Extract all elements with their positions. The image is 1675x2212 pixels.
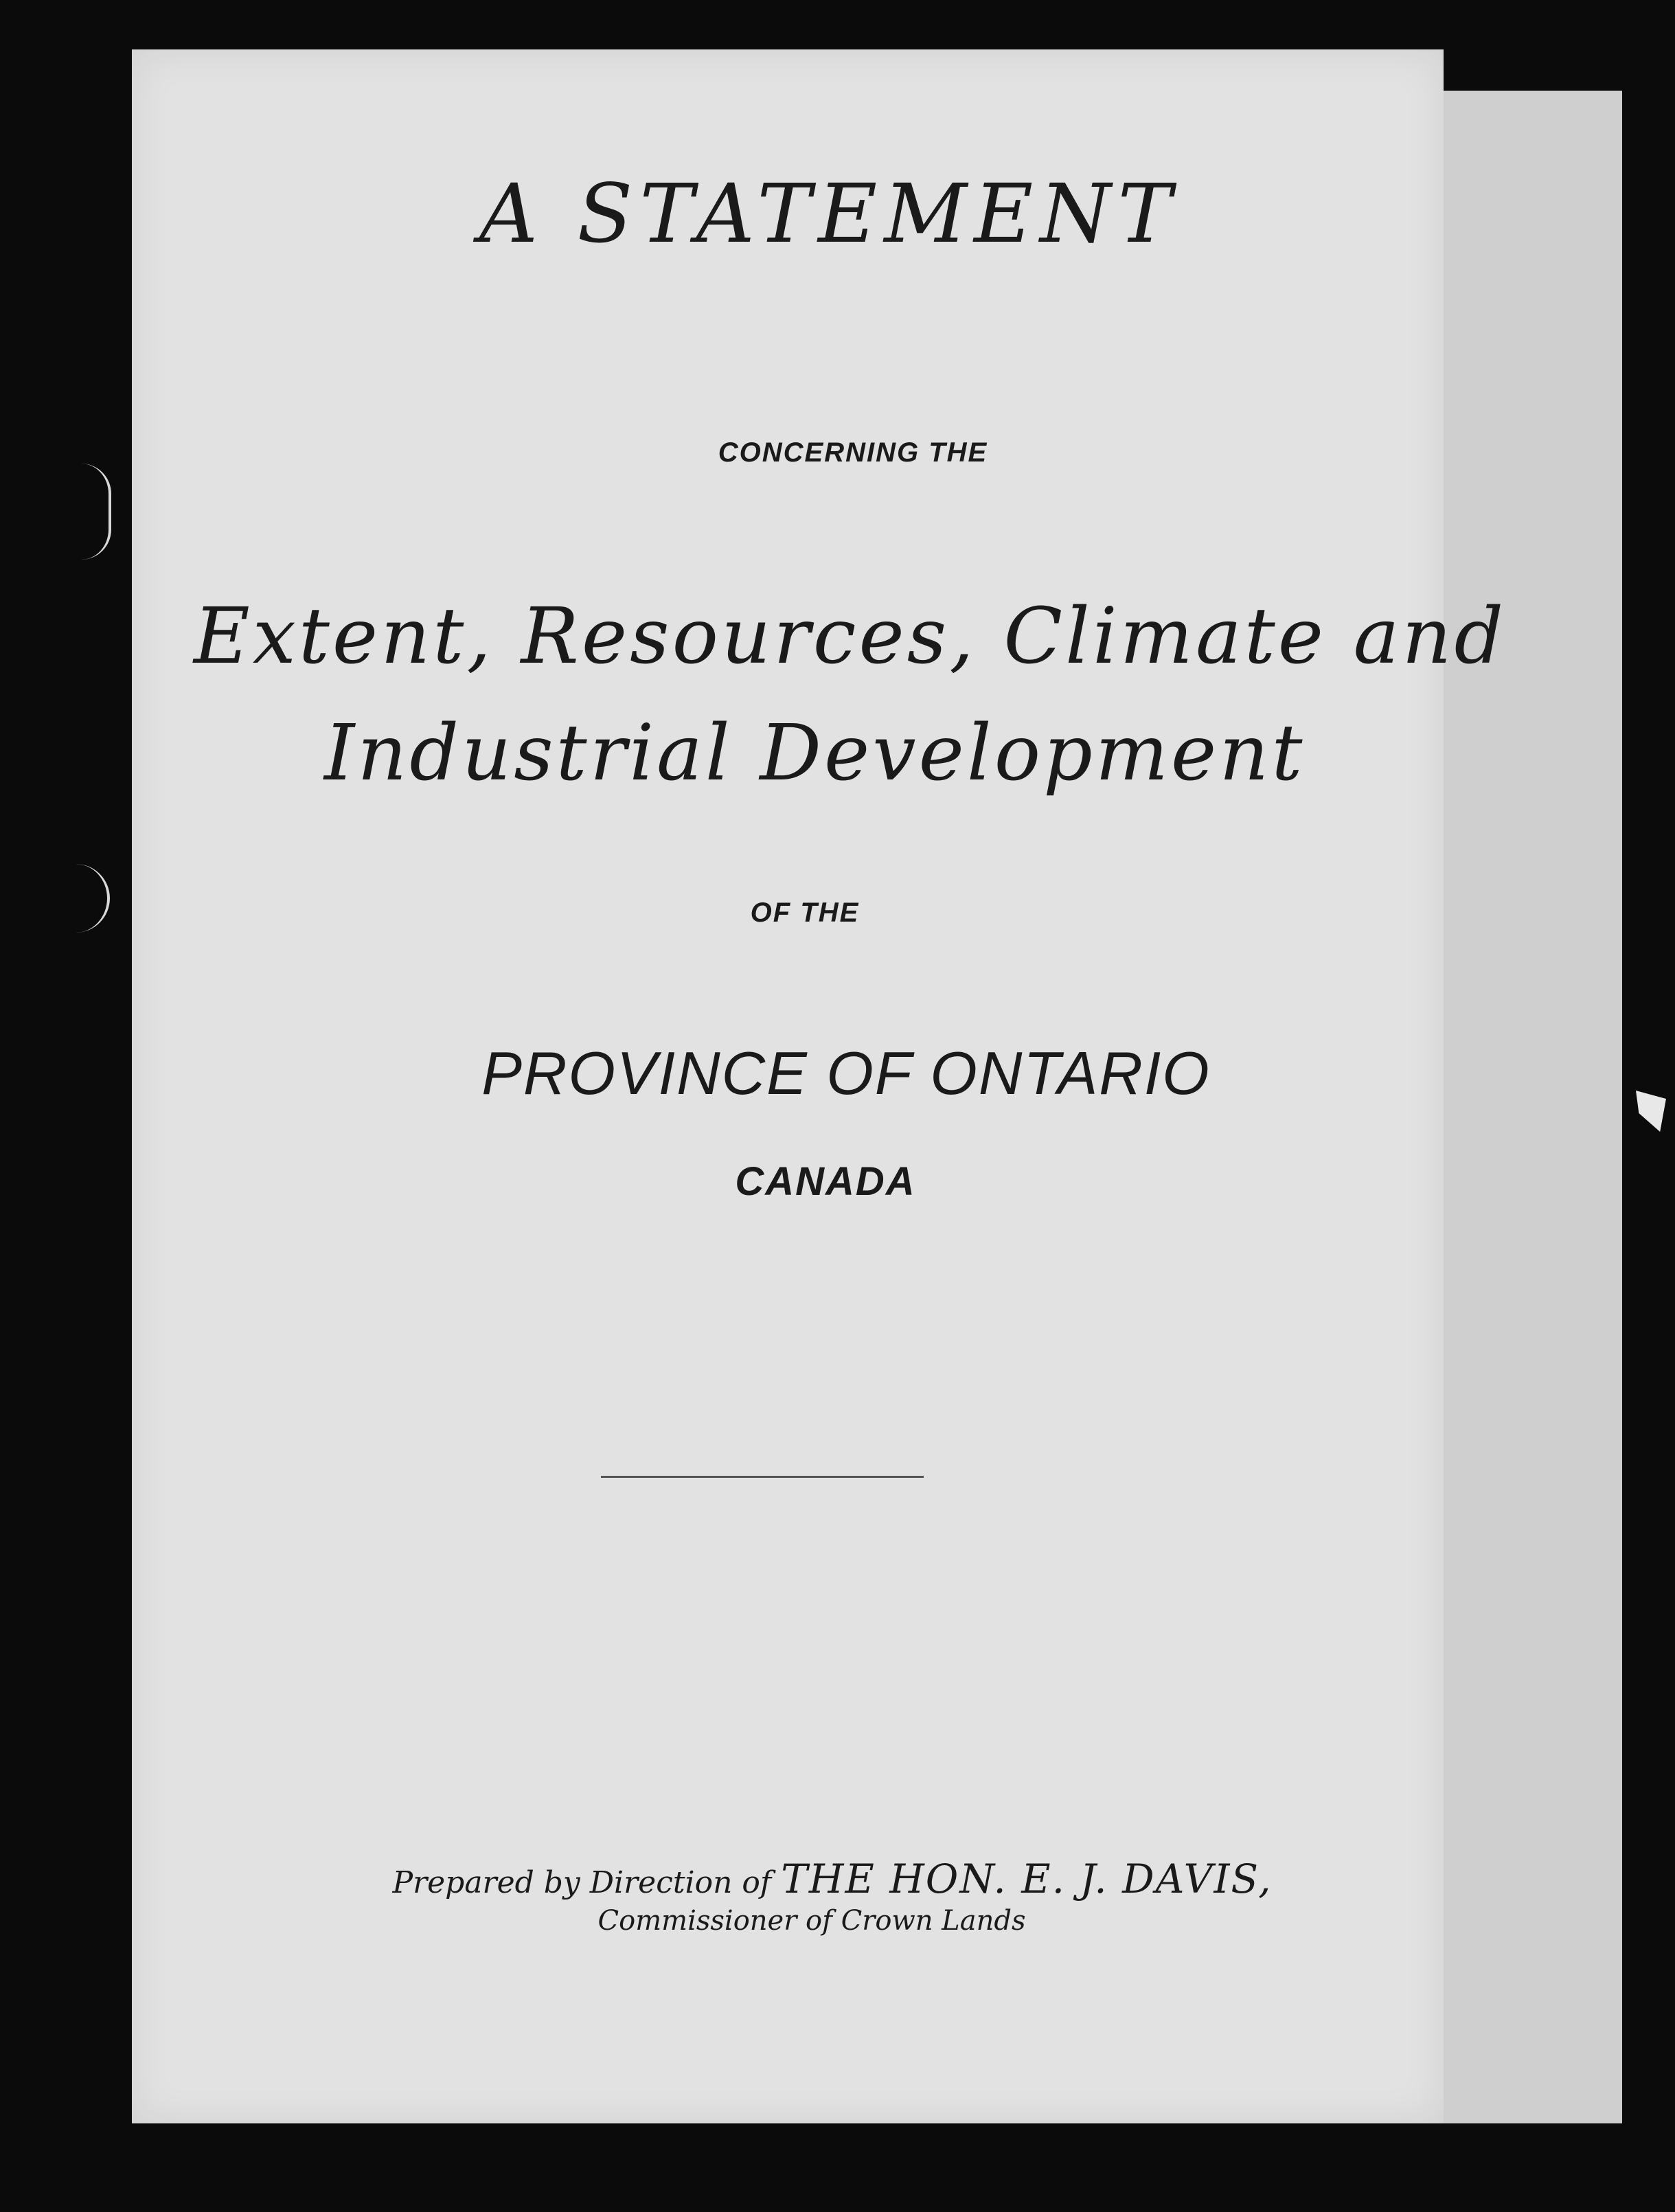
prepared-by-text: Prepared by Direction of: [392, 1865, 772, 1900]
province-name: PROVINCE OF ONTARIO: [481, 1039, 1211, 1107]
divider-rule: [601, 1476, 924, 1478]
subject-line-1: Extent, Resources, Climate and: [194, 592, 1507, 681]
margin-mark: [81, 464, 111, 560]
concerning-line: CONCERNING THE: [718, 437, 988, 468]
prepared-by-line: [352, 1856, 1313, 1902]
document-title: A STATEMENT: [479, 166, 1179, 261]
official-name: THE HON. E. J. DAVIS,: [781, 1856, 1273, 1902]
country-name: CANADA: [735, 1159, 916, 1204]
back-sheet: [1415, 91, 1622, 2123]
margin-mark: [52, 864, 110, 933]
title-page: [132, 49, 1507, 2123]
of-the-line: OF THE: [750, 898, 860, 928]
subject-line-2: Industrial Development: [324, 709, 1306, 798]
official-title: Commissioner of Crown Lands: [597, 1905, 1026, 1937]
page-tab: [1636, 1091, 1666, 1132]
